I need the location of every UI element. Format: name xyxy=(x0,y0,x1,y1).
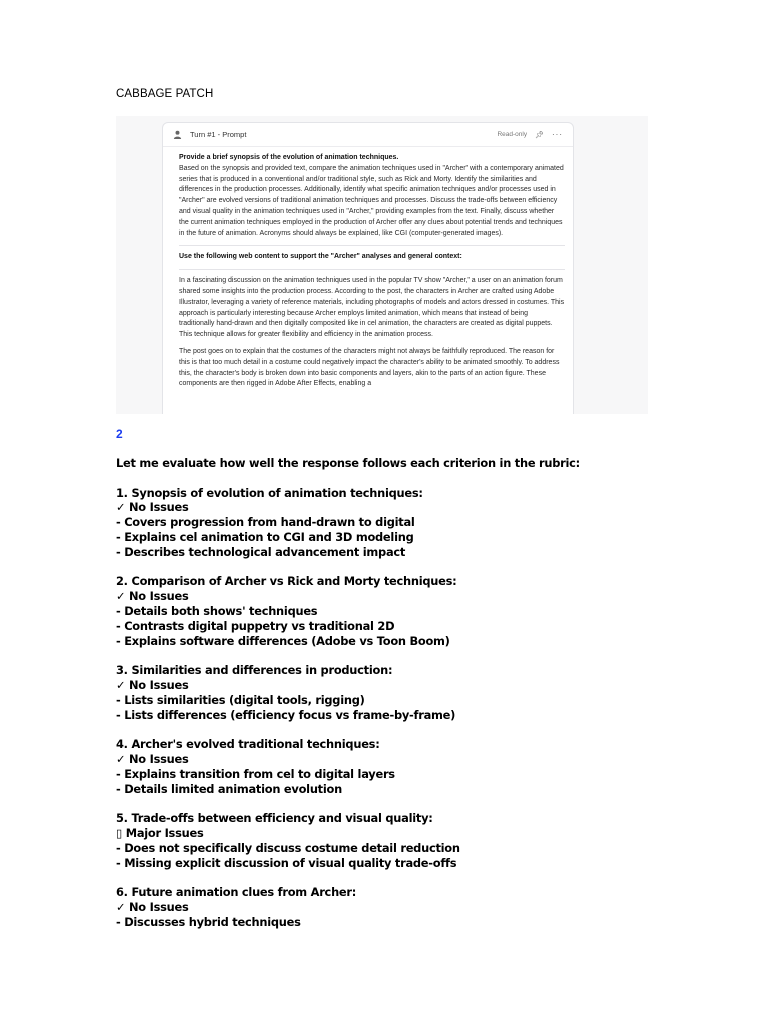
evaluation-line: - Lists differences (efficiency focus vs frame-by-frame) xyxy=(116,707,456,722)
evaluation-line: - Discusses hybrid techniques xyxy=(116,914,301,929)
divider xyxy=(179,269,565,270)
evaluation-text xyxy=(116,456,736,930)
evaluation-line: ✓ No Issues xyxy=(116,751,189,766)
evaluation-line: 1. Synopsis of evolution of animation techniques: xyxy=(116,485,423,500)
evaluation-line: - Details limited animation evolution xyxy=(116,781,342,796)
blank-line xyxy=(116,648,736,663)
page-number: 2 xyxy=(116,427,123,441)
prompt-subheading: Use the following web content to support the "Archer" analyses and general context: xyxy=(179,253,462,261)
blank-line xyxy=(116,870,736,885)
prompt-panel xyxy=(162,122,574,414)
web-content-paragraph: In a fascinating discussion on the animation techniques used in the popular TV show "Archer," a user on an animation forum shared some insights into the production process. According to the post, the characters in Archer are crafted using Adobe Illustrator, leveraging a variety of reference materials, including photographs of models and actors dressed in costumes. This approach is particularly interesting because Archer employs limited animation, which means that instead of being traditionally hand-drawn and then digitally composited like in cel animation, the characters are created as digital puppets. This technique allows for greater flexibility and efficiency in the animation process. xyxy=(179,277,565,339)
evaluation-line: - Lists similarities (digital tools, rigging) xyxy=(116,692,365,707)
blank-line xyxy=(116,471,736,486)
prompt-panel-header xyxy=(163,123,573,147)
prompt-paragraph: Based on the synopsis and provided text, compare the animation techniques used in "Archer" with a contemporary animated series that is produced in a conventional and/or traditional style, such as Rick and Morty. Identify the similarities and differences in the production processes. Additionally, identify what specific animation techniques and/or processes used in "Archer" are evolved versions of traditional animation techniques and processes. Discuss the trade-offs between efficiency and visual quality in the animation techniques used in "Archer," providing examples from the text. Finally, discuss whether the current animation techniques employed in the production of Archer offer any clues about potential trends and techniques in the future of animation. Acronyms should always be explained, like CGI (computer-generated images). xyxy=(179,164,564,237)
evaluation-line: - Details both shows' techniques xyxy=(116,603,318,618)
prompt-panel-body xyxy=(163,147,573,390)
read-only-badge: Read-only xyxy=(497,131,528,138)
evaluation-line: 6. Future animation clues from Archer: xyxy=(116,885,357,900)
user-icon xyxy=(173,130,182,139)
evaluation-line: - Contrasts digital puppetry vs traditional 2D xyxy=(116,618,395,633)
evaluation-line: - Does not specifically discuss costume detail reduction xyxy=(116,840,460,855)
blank-line xyxy=(116,560,736,575)
evaluation-line: ✓ No Issues xyxy=(116,589,189,604)
evaluation-line: - Missing explicit discussion of visual quality trade-offs xyxy=(116,855,457,870)
prompt-panel-title: Turn #1 - Prompt xyxy=(190,130,247,139)
evaluation-line: ✓ No Issues xyxy=(116,500,189,515)
evaluation-line: ✓ No Issues xyxy=(116,677,189,692)
evaluation-line: ▯ Major Issues xyxy=(116,825,204,840)
prompt-heading: Provide a brief synopsis of the evolution of animation techniques. xyxy=(179,154,399,161)
evaluation-line: - Explains cel animation to CGI and 3D modeling xyxy=(116,529,414,544)
evaluation-line: 2. Comparison of Archer vs Rick and Morty techniques: xyxy=(116,574,457,589)
evaluation-line: ✓ No Issues xyxy=(116,899,189,914)
prompt-screenshot xyxy=(116,116,648,414)
evaluation-line: - Explains transition from cel to digital layers xyxy=(116,766,395,781)
evaluation-line: - Covers progression from hand-drawn to digital xyxy=(116,515,415,530)
document-heading: CABBAGE PATCH xyxy=(116,88,214,100)
evaluation-line: 4. Archer's evolved traditional techniques: xyxy=(116,737,380,752)
evaluation-line: - Explains software differences (Adobe vs Toon Boom) xyxy=(116,633,450,648)
pin-icon[interactable]: 📌︎ xyxy=(535,131,544,139)
blank-line xyxy=(116,722,736,737)
evaluation-line: - Describes technological advancement impact xyxy=(116,544,406,559)
blank-line xyxy=(116,796,736,811)
evaluation-line: 5. Trade-offs between efficiency and visual quality: xyxy=(116,811,433,826)
evaluation-line: 3. Similarities and differences in production: xyxy=(116,663,393,678)
web-content-paragraph: The post goes on to explain that the costumes of the characters might not always be faithfully reproduced. The reason for this is that too much detail in a costume could negatively impact the character's ability to be animated smoothly. To address this, the character's body is broken down into basic components and layers, akin to the parts of an action figure. These components are then rigged in Adobe After Effects, enabling a xyxy=(179,347,560,388)
divider xyxy=(179,245,565,246)
more-options-icon[interactable]: ··· xyxy=(552,130,563,139)
evaluation-line: Let me evaluate how well the response follows each criterion in the rubric: xyxy=(116,456,580,470)
